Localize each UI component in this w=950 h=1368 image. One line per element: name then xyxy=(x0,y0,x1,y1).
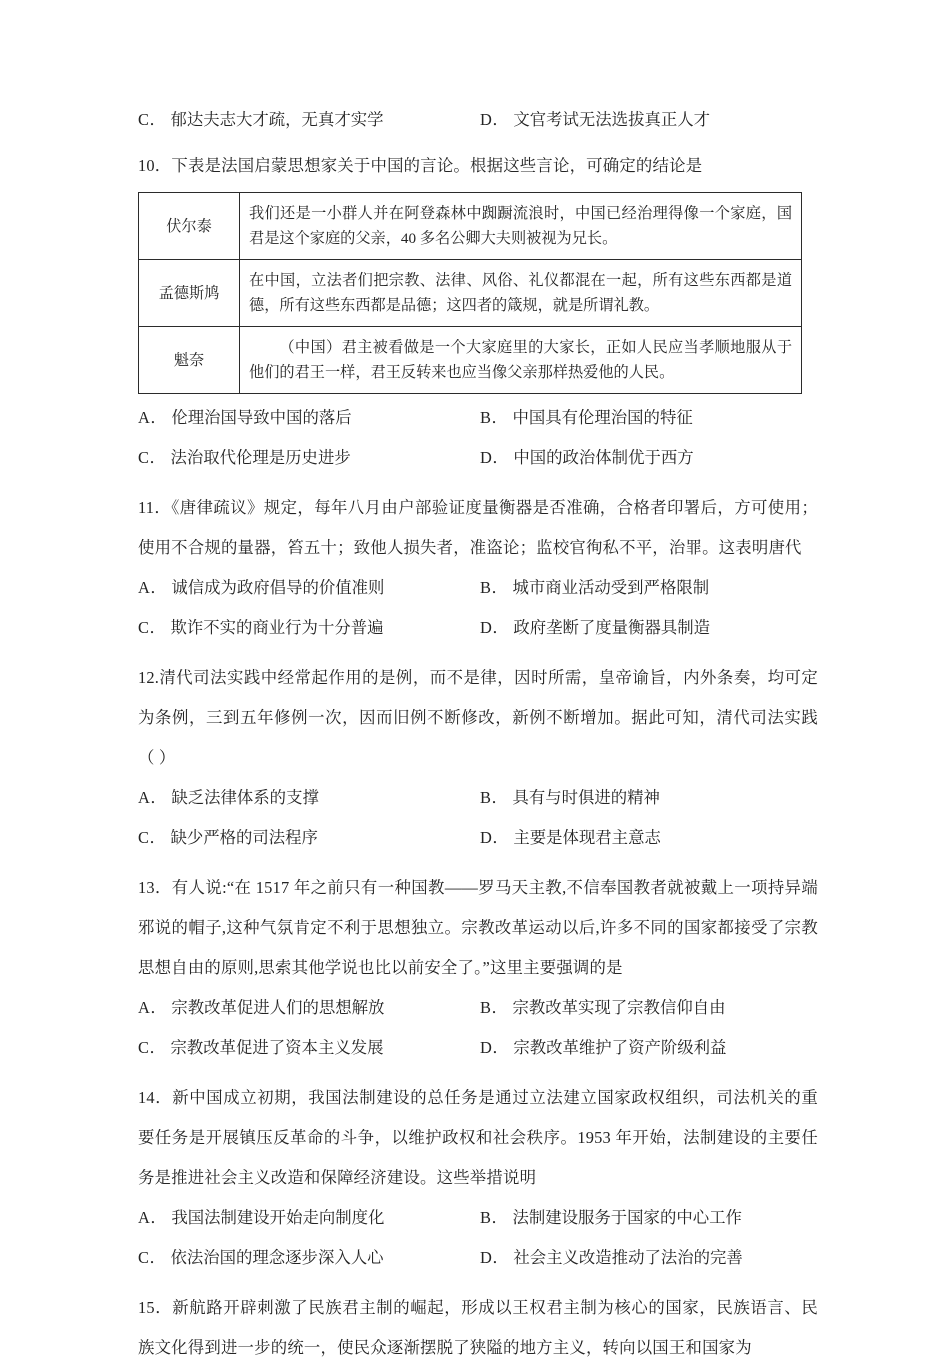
question-11-stem: 《唐律疏议》规定，每年八月由户部验证度量衡器是否准确，合格者印署后，方可使用；使用不合规的量器，笞五十；致他人损失者，准盗论；监校官徇私不平，治罪。这表明唐代 xyxy=(138,498,818,557)
table-row xyxy=(139,260,802,327)
option-label: C ． xyxy=(138,448,166,467)
carryover-option-c xyxy=(138,100,478,140)
question-13-option-row-1 xyxy=(138,988,818,1028)
question-11-option-row-1 xyxy=(138,568,818,608)
option-text: 我国法制建设开始走向制度化 xyxy=(171,1208,385,1227)
option-text: 欺诈不实的商业行为十分普遍 xyxy=(170,618,384,637)
option-label: A ． xyxy=(138,578,167,597)
question-10-option-b xyxy=(478,398,820,438)
enlightenment-quotes-table xyxy=(138,192,802,394)
question-15-stem: 新航路开辟刺激了民族君主制的崛起，形成以王权君主制为核心的国家，民族语言、民族文化得到进一步的统一，使民众逐渐摆脱了狭隘的地方主义，转向以国王和国家为 xyxy=(138,1298,818,1357)
option-label: C ． xyxy=(138,618,166,637)
option-text: 缺少严格的司法程序 xyxy=(170,828,318,847)
option-text: 伦理治国导致中国的落后 xyxy=(171,408,352,427)
question-10-option-d xyxy=(478,438,820,478)
question-15-number: 15． xyxy=(138,1298,173,1317)
question-14 xyxy=(138,1078,818,1278)
spacer xyxy=(138,648,818,658)
option-label: B ． xyxy=(480,788,508,807)
question-12-option-a xyxy=(138,778,478,818)
table-cell-quote: （中国）君主被看做是一个大家庭里的大家长，正如人民应当孝顺地服从于他们的君王一样，君王反转来也应当像父亲那样热爱他的人民。 xyxy=(240,327,802,394)
question-10-stem-line xyxy=(138,146,818,186)
question-12-option-row-2 xyxy=(138,818,818,858)
question-10-number: 10． xyxy=(138,156,172,175)
question-10-option-row-1 xyxy=(138,398,818,438)
question-13-stem-line xyxy=(138,868,818,988)
question-11-option-a xyxy=(138,568,478,608)
option-text: 法制建设服务于国家的中心工作 xyxy=(512,1208,742,1227)
question-14-option-a xyxy=(138,1198,478,1238)
question-14-option-row-2 xyxy=(138,1238,818,1278)
question-13-stem: 有人说:“在 1517 年之前只有一种国教——罗马天主教,不信奉国教者就被戴上一项持异端邪说的帽子,这种气氛肯定不利于思想独立。宗教改革运动以后,许多不同的国家都接受了宗教思想自由的原则,思索其他学说也比以前安全了。”这里主要强调的是 xyxy=(138,878,819,977)
question-11-option-d xyxy=(478,608,820,648)
question-10 xyxy=(138,146,818,478)
question-14-option-row-1 xyxy=(138,1198,818,1238)
question-11-option-c xyxy=(138,608,478,648)
spacer xyxy=(138,1068,818,1078)
question-14-stem: 新中国成立初期，我国法制建设的总任务是通过立法建立国家政权组织，司法机关的重要任务是开展镇压反革命的斗争，以维护政权和社会秩序。1953 年开始，法制建设的主要任务是推进社会主义改造和保障经济建设。这些举措说明 xyxy=(138,1088,818,1187)
question-14-number: 14． xyxy=(138,1088,173,1107)
option-text: 宗教改革维护了资产阶级利益 xyxy=(513,1038,727,1057)
question-12-stem: 清代司法实践中经常起作用的是例，而不是律，因时所需，皇帝谕旨，内外条奏，均可定为条例，三到五年修例一次，因而旧例不断修改，新例不断增加。据此可知，清代司法实践（ ） xyxy=(138,668,818,767)
question-14-option-d xyxy=(478,1238,820,1278)
option-label: D ． xyxy=(480,618,509,637)
option-label: A ． xyxy=(138,998,167,1017)
question-13-option-d xyxy=(478,1028,820,1068)
question-12-option-c xyxy=(138,818,478,858)
option-text: 主要是体现君主意志 xyxy=(513,828,661,847)
option-label: D ． xyxy=(480,448,509,467)
option-label-c: C ． xyxy=(138,110,166,129)
question-15 xyxy=(138,1288,818,1368)
question-14-stem-line xyxy=(138,1078,818,1198)
option-label: D ． xyxy=(480,1038,509,1057)
question-14-option-b xyxy=(478,1198,820,1238)
spacer xyxy=(138,858,818,868)
question-11-option-row-2 xyxy=(138,608,818,648)
table-cell-quote: 我们还是一小群人并在阿登森林中踟蹰流浪时，中国已经治理得像一个家庭，国君是这个家庭的父亲，40 多名公卿大夫则被视为兄长。 xyxy=(240,193,802,260)
question-12-option-d xyxy=(478,818,820,858)
question-13-option-row-2 xyxy=(138,1028,818,1068)
question-15-stem-line xyxy=(138,1288,818,1368)
question-10-option-c xyxy=(138,438,478,478)
option-text: 具有与时俱进的精神 xyxy=(512,788,660,807)
option-label: C ． xyxy=(138,828,166,847)
option-label: D ． xyxy=(480,1248,509,1267)
option-label-d: D ． xyxy=(480,110,509,129)
question-12 xyxy=(138,658,818,858)
question-13-option-a xyxy=(138,988,478,1028)
question-13-option-b xyxy=(478,988,820,1028)
question-11-option-b xyxy=(478,568,820,608)
option-label: A ． xyxy=(138,1208,167,1227)
table-cell-thinker: 魁奈 xyxy=(139,327,240,394)
question-10-stem: 下表是法国启蒙思想家关于中国的言论。根据这些言论，可确定的结论是 xyxy=(171,156,703,175)
question-12-number: 12. xyxy=(138,668,160,687)
option-text-c: 郁达夫志大才疏，无真才实学 xyxy=(170,110,384,129)
option-label: C ． xyxy=(138,1248,166,1267)
option-text: 中国的政治体制优于西方 xyxy=(513,448,694,467)
question-10-option-a xyxy=(138,398,478,438)
question-12-option-row-1 xyxy=(138,778,818,818)
table-cell-thinker: 孟德斯鸠 xyxy=(139,260,240,327)
table-row xyxy=(139,327,802,394)
option-label: A ． xyxy=(138,408,167,427)
option-text: 依法治国的理念逐步深入人心 xyxy=(170,1248,384,1267)
question-10-option-row-2 xyxy=(138,438,818,478)
option-text: 中国具有伦理治国的特征 xyxy=(512,408,693,427)
question-13-number: 13． xyxy=(138,878,172,897)
option-text: 政府垄断了度量衡器具制造 xyxy=(513,618,711,637)
spacer xyxy=(138,1278,818,1288)
question-12-stem-line xyxy=(138,658,818,778)
option-text: 宗教改革促进了资本主义发展 xyxy=(170,1038,384,1057)
carryover-option-d xyxy=(478,100,820,140)
question-11 xyxy=(138,488,818,648)
option-label: B ． xyxy=(480,1208,508,1227)
option-text: 宗教改革促进人们的思想解放 xyxy=(171,998,385,1017)
question-13 xyxy=(138,868,818,1068)
spacer xyxy=(138,478,818,488)
option-label: D ． xyxy=(480,828,509,847)
option-label: C ． xyxy=(138,1038,166,1057)
question-11-number: 11． xyxy=(138,498,172,517)
option-label: B ． xyxy=(480,408,508,427)
option-label: A ． xyxy=(138,788,167,807)
option-text: 缺乏法律体系的支撑 xyxy=(171,788,319,807)
table-cell-quote: 在中国，立法者们把宗教、法律、风俗、礼仪都混在一起，所有这些东西都是道德，所有这些东西都是品德；这四者的箴规，就是所谓礼教。 xyxy=(240,260,802,327)
option-text: 诚信成为政府倡导的价值准则 xyxy=(171,578,385,597)
question-13-option-c xyxy=(138,1028,478,1068)
option-label: B ． xyxy=(480,578,508,597)
question-14-option-c xyxy=(138,1238,478,1278)
option-label: B ． xyxy=(480,998,508,1017)
option-text: 城市商业活动受到严格限制 xyxy=(512,578,710,597)
table-cell-thinker: 伏尔泰 xyxy=(139,193,240,260)
option-text-d: 文官考试无法选拔真正人才 xyxy=(513,110,711,129)
question-12-option-b xyxy=(478,778,820,818)
question-11-stem-line xyxy=(138,488,818,568)
option-text: 社会主义改造推动了法治的完善 xyxy=(513,1248,743,1267)
option-text: 法治取代伦理是历史进步 xyxy=(170,448,351,467)
option-text: 宗教改革实现了宗教信仰自由 xyxy=(512,998,726,1017)
table-row xyxy=(139,193,802,260)
carryover-option-row xyxy=(138,100,818,140)
